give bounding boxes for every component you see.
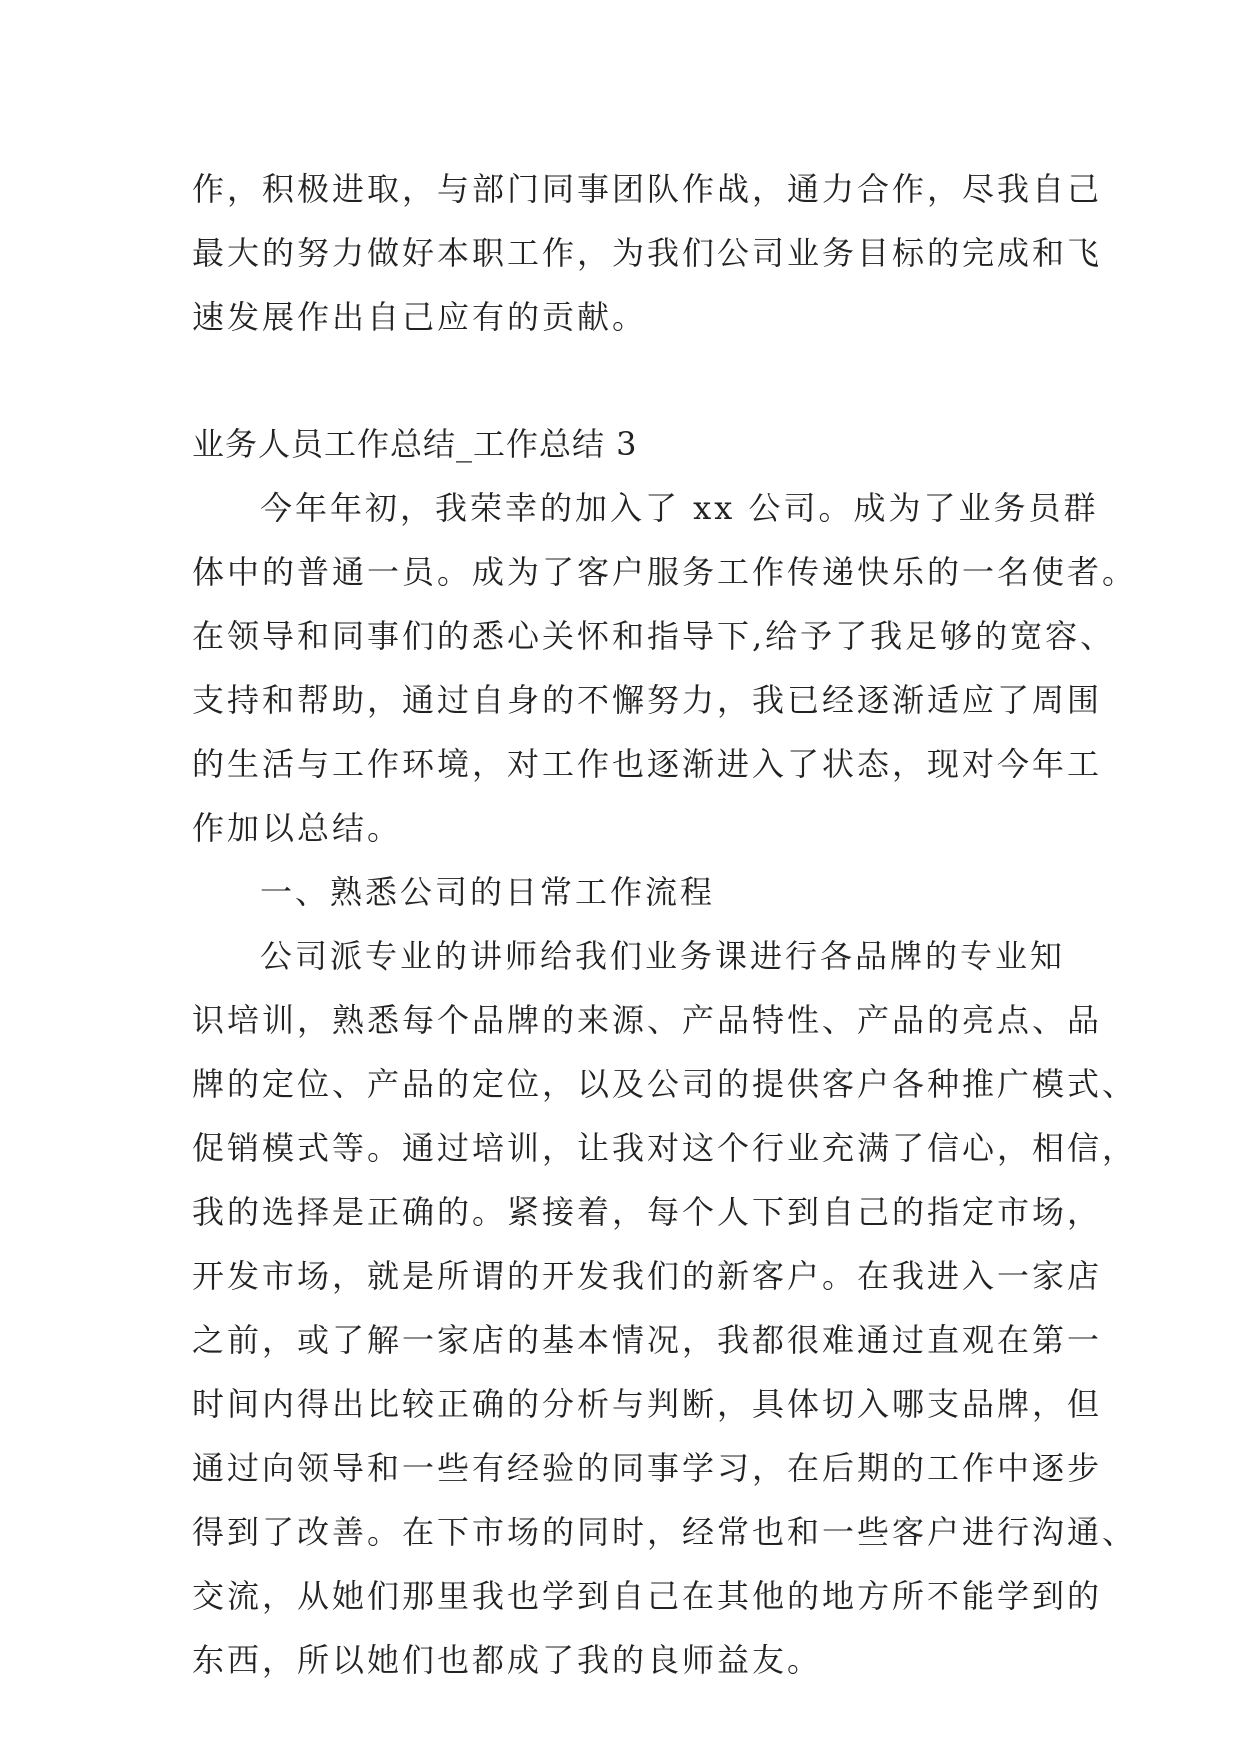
text-line: 作加以总结。 — [192, 809, 403, 847]
text-line: 牌的定位、产品的定位，以及公司的提供客户各种推广模式、 — [192, 1065, 1138, 1103]
text-line: 速发展作出自己应有的贡献。 — [192, 298, 648, 336]
text-line: 通过向领导和一些有经验的同事学习，在后期的工作中逐步 — [192, 1449, 1103, 1487]
text-line: 作，积极进取，与部门同事团队作战，通力合作，尽我自己 — [192, 170, 1103, 208]
section-title: 业务人员工作总结_工作总结 3 — [192, 425, 638, 463]
text-line: 体中的普通一员。成为了客户服务工作传递快乐的一名使者。 — [192, 553, 1138, 591]
text-line: 识培训，熟悉每个品牌的来源、产品特性、产品的亮点、品 — [192, 1001, 1103, 1039]
text-line: 交流，从她们那里我也学到自己在其他的地方所不能学到的 — [192, 1577, 1103, 1615]
text-line: 我的选择是正确的。紧接着，每个人下到自己的指定市场， — [192, 1193, 1103, 1231]
text-line: 今年年初，我荣幸的加入了 xx 公司。成为了业务员群 — [260, 489, 1099, 527]
intro-paragraph — [192, 157, 1103, 349]
paragraph-2 — [192, 924, 1138, 1692]
text-line: 时间内得出比较正确的分析与判断，具体切入哪支品牌，但 — [192, 1385, 1103, 1423]
text-line: 公司派专业的讲师给我们业务课进行各品牌的专业知 — [260, 937, 1066, 975]
paragraph-gap — [192, 349, 1064, 412]
text-line: 最大的努力做好本职工作，为我们公司业务目标的完成和飞 — [192, 234, 1103, 272]
text-line: 在领导和同事们的悉心关怀和指导下,给予了我足够的宽容、 — [192, 617, 1116, 655]
text-line: 促销模式等。通过培训，让我对这个行业充满了信心，相信， — [192, 1129, 1138, 1167]
text-line: 得到了改善。在下市场的同时，经常也和一些客户进行沟通、 — [192, 1513, 1138, 1551]
document-body — [192, 157, 1138, 1692]
text-line: 开发市场，就是所谓的开发我们的新客户。在我进入一家店 — [192, 1257, 1103, 1295]
text-line: 支持和帮助，通过自身的不懈努力，我已经逐渐适应了周围 — [192, 681, 1103, 719]
heading-1: 一、熟悉公司的日常工作流程 — [260, 873, 716, 911]
text-line: 之前，或了解一家店的基本情况，我都很难通过直观在第一 — [192, 1321, 1103, 1359]
text-line: 的生活与工作环境，对工作也逐渐进入了状态，现对今年工 — [192, 745, 1103, 783]
paragraph-1 — [192, 476, 1138, 860]
text-line: 东西，所以她们也都成了我的良师益友。 — [192, 1641, 823, 1679]
